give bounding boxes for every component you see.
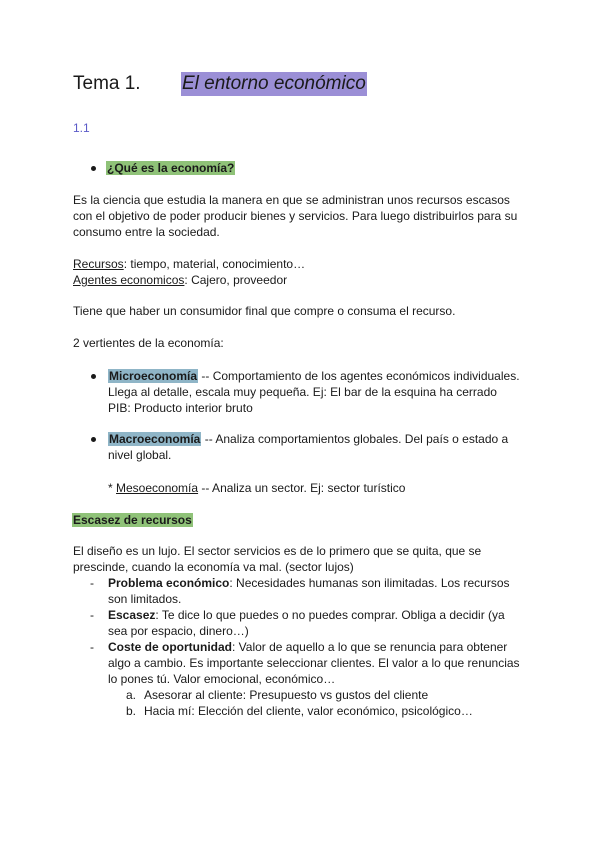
question-heading: ¿Qué es la economía? bbox=[107, 161, 235, 175]
definition-line-3: consumo entre la sociedad. bbox=[73, 225, 220, 239]
recursos-line: Recursos: tiempo, material, conocimiento… bbox=[73, 257, 306, 271]
consumer-line: Tiene que haber un consumidor final que compre o consuma el recurso. bbox=[73, 304, 456, 318]
escasez-heading: Escasez de recursos bbox=[73, 513, 192, 527]
dash-item-problema-cont: son limitados. bbox=[108, 592, 182, 606]
bullet-icon bbox=[91, 166, 96, 171]
dash-marker: - bbox=[90, 640, 94, 654]
macro-term: Macroeconomía bbox=[109, 432, 201, 446]
section-number: 1.1 bbox=[73, 121, 90, 135]
agentes-label: Agentes economicos bbox=[73, 273, 185, 287]
micro-term: Microeconomía bbox=[109, 369, 198, 383]
dash-item-escasez: Escasez: Te dice lo que puedes o no puedes comprar. Obliga a decidir (ya bbox=[108, 608, 505, 622]
agentes-line: Agentes economicos: Cajero, proveedor bbox=[73, 273, 288, 287]
bullet-icon bbox=[91, 374, 96, 379]
micro-line-3: PIB: Producto interior bruto bbox=[108, 401, 253, 415]
diseno-line-1: El diseño es un lujo. El sector servicios es de lo primero que se quita, que se bbox=[73, 544, 482, 558]
vertientes-line: 2 vertientes de la economía: bbox=[73, 336, 224, 350]
micro-line-1: Microeconomía -- Comportamiento de los agentes económicos individuales. bbox=[109, 369, 520, 383]
page-title: El entorno económico bbox=[182, 73, 366, 94]
dash-item-coste: Coste de oportunidad: Valor de aquello a lo que se renuncia para obtener bbox=[108, 640, 508, 654]
dash-item-coste-cont-1: algo a cambio. Es importante seleccionar clientes. El valor a lo que renuncias bbox=[108, 656, 520, 670]
sub-item-hacia-mi: Hacia mí: Elección del cliente, valor económico, psicológico… bbox=[144, 704, 473, 718]
definition-line-2: con el objetivo de poder producir bienes y servicios. Para luego distribuirlos para su bbox=[73, 209, 518, 223]
dash-item-problema: Problema económico: Necesidades humanas son ilimitadas. Los recursos bbox=[108, 576, 510, 590]
sub-item-marker: b. bbox=[126, 704, 137, 718]
macro-line-1: Macroeconomía -- Analiza comportamientos globales. Del país o estado a bbox=[109, 432, 509, 446]
definition-line-1: Es la ciencia que estudia la manera en que se administran unos recursos escasos bbox=[73, 193, 510, 207]
meso-term: Mesoeconomía bbox=[116, 481, 199, 495]
macro-line-2: nivel global. bbox=[108, 448, 172, 462]
dash-marker: - bbox=[90, 576, 94, 590]
dash-item-coste-cont-2: lo pones tú. Valor emocional, económico… bbox=[108, 672, 336, 686]
diseno-line-2: prescinde, cuando la economía va mal. (sector lujos) bbox=[73, 560, 354, 574]
bullet-icon bbox=[91, 437, 96, 442]
title-number: Tema 1. bbox=[73, 73, 141, 94]
micro-line-2: Llega al detalle, escala muy pequeña. Ej: El bar de la esquina ha cerrado bbox=[108, 385, 497, 399]
meso-line: * Mesoeconomía -- Analiza un sector. Ej: sector turístico bbox=[108, 481, 406, 495]
recursos-label: Recursos bbox=[73, 257, 124, 271]
dash-item-escasez-cont: sea por espacio, dinero…) bbox=[108, 624, 249, 638]
sub-item-marker: a. bbox=[126, 688, 137, 702]
sub-item-asesorar: Asesorar al cliente: Presupuesto vs gustos del cliente bbox=[144, 688, 429, 702]
dash-marker: - bbox=[90, 608, 94, 622]
